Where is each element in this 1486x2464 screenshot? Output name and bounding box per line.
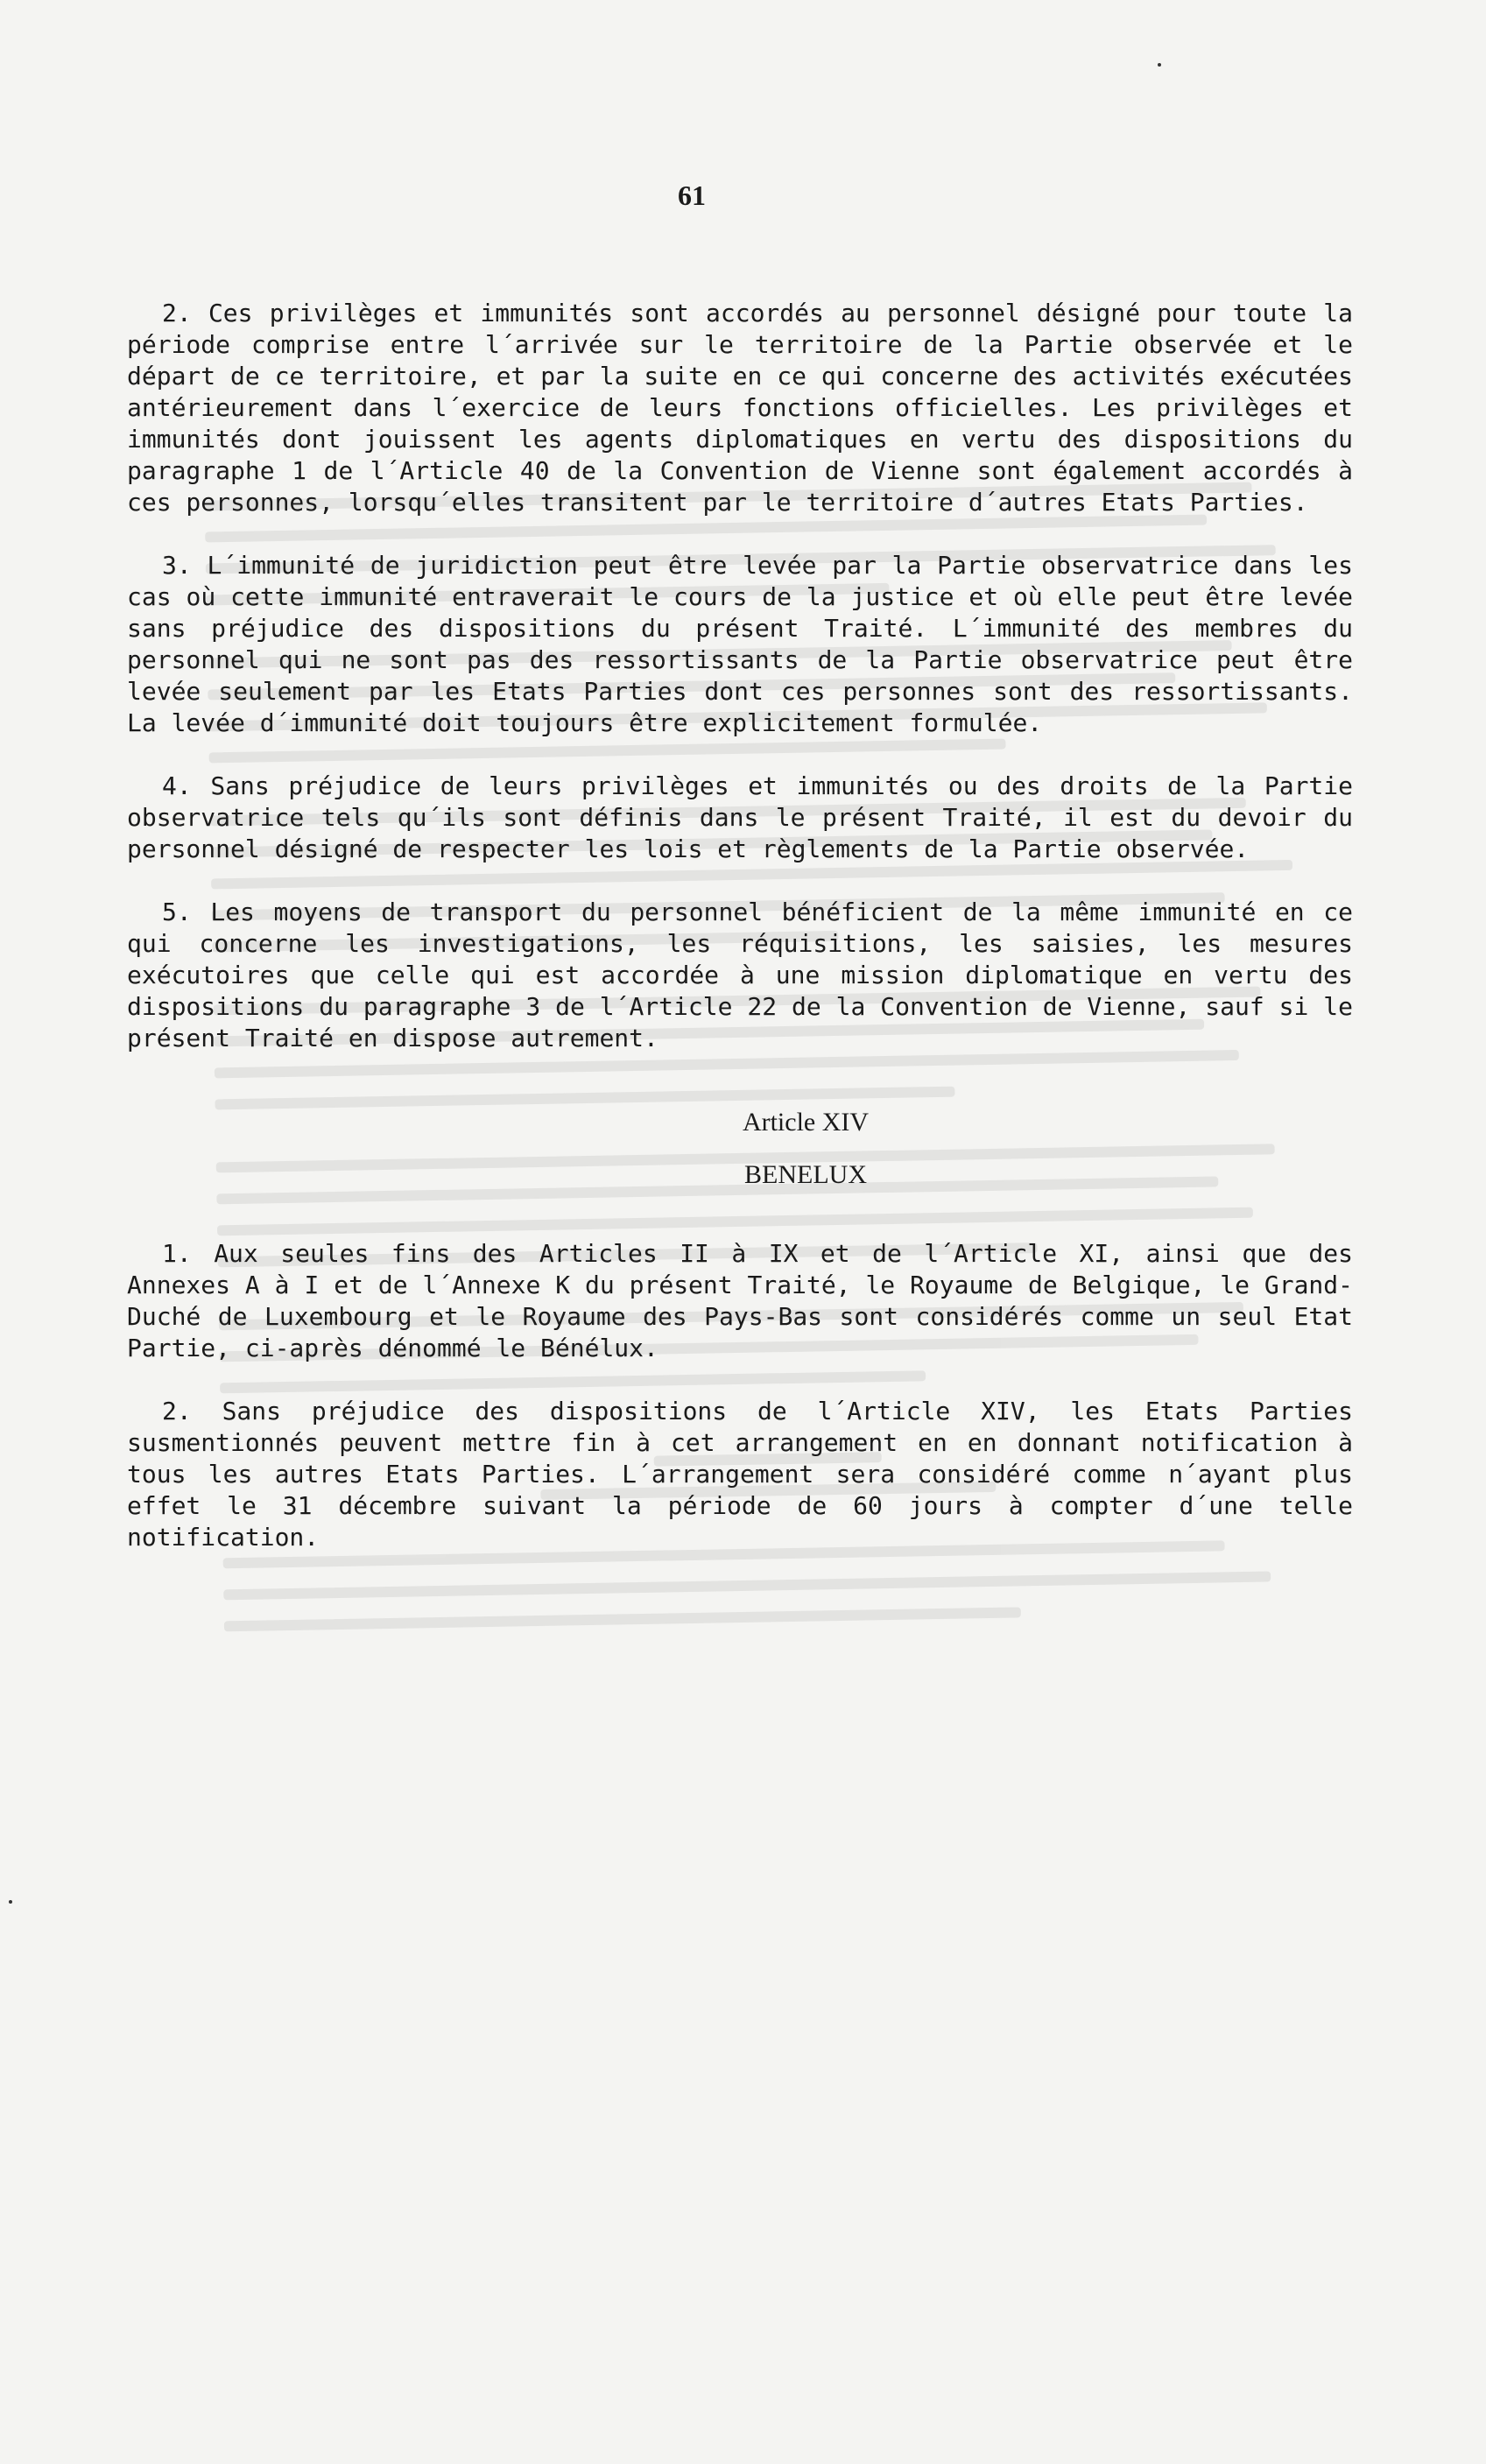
paragraph-text: Aux seules fins des Articles II à IX et de l´Article XI, ainsi que des Annexes A à I et de l´Annexe K du présent Traité, le Royaume de Belgique, le Grand-Duché de Luxembourg et le Royaume des Pays-Bas sont considérés comme un seul Etat Partie, ci-après dénommé le Bénélux. <box>127 1239 1353 1362</box>
paragraph-text: L´immunité de juridiction peut être levée par la Partie observatrice dans les cas où cette immunité entraverait le cours de la justice et où elle peut être levée sans préjudice des dispositions du présent Traité. L´immunité des membres du personnel qui ne sont pas des ressortissants de la Partie observatrice peut être levée seulement par les Etats Parties dont ces personnes sont des ressortissants. La levée d´immunité doit toujours être explicitement formulée. <box>127 551 1353 737</box>
paragraph-number: 2. <box>162 299 192 327</box>
paragraph <box>127 771 1353 865</box>
paragraph <box>127 550 1353 739</box>
paragraph <box>127 1396 1353 1553</box>
paragraph <box>127 298 1353 518</box>
paragraph-number: 4. <box>162 771 192 800</box>
paragraph <box>127 897 1353 1054</box>
paragraph-number: 5. <box>162 898 192 926</box>
article-heading: Article XIV <box>742 1108 870 1137</box>
paragraph-number: 2. <box>162 1397 192 1426</box>
paragraph-number: 1. <box>162 1239 192 1268</box>
article-subheading: BENELUX <box>744 1160 867 1189</box>
paragraph <box>127 1238 1353 1364</box>
scan-speck <box>9 1900 12 1904</box>
paragraph-text: Les moyens de transport du personnel bénéficient de la même immunité en ce qui concerne les investigations, les réquisitions, les saisies, les mesures exécutoires que celle qui est accordée à une mission diplomatique en vertu des dispositions du paragraphe 3 de l´Article 22 de la Convention de Vienne, sauf si le présent Traité en dispose autrement. <box>127 898 1353 1052</box>
paragraph-text: Ces privilèges et immunités sont accordés au personnel désigné pour toute la période comprise entre l´arrivée sur le territoire de la Partie observée et le départ de ce territoire, et par la suite en ce qui concerne des activités exécutées antérieurement dans l´exercice de leurs fonctions officielles. Les privilèges et immunités dont jouissent les agents diplomatiques en vertu des dispositions du paragraphe 1 de l´Article 40 de la Convention de Vienne sont également accordés à ces personnes, lorsqu´elles transitent par le territoire d´autres Etats Parties. <box>127 299 1353 517</box>
scan-speck <box>1158 63 1161 67</box>
page-number: 61 <box>678 180 706 211</box>
document-body <box>127 298 1353 1585</box>
paragraph-number: 3. <box>162 551 192 580</box>
paragraph-text: Sans préjudice des dispositions de l´Article XIV, les Etats Parties susmentionnés peuvent mettre fin à cet arrangement en en donnant notification à tous les autres Etats Parties. L´arrangement sera considéré comme n´ayant plus effet le 31 décembre suivant la période de 60 jours à compter d´une telle notification. <box>127 1397 1353 1552</box>
paragraph-text: Sans préjudice de leurs privilèges et immunités ou des droits de la Partie observatrice tels qu´ils sont définis dans le présent Traité, il est du devoir du personnel désigné de respecter les lois et règlements de la Partie observée. <box>127 771 1353 863</box>
